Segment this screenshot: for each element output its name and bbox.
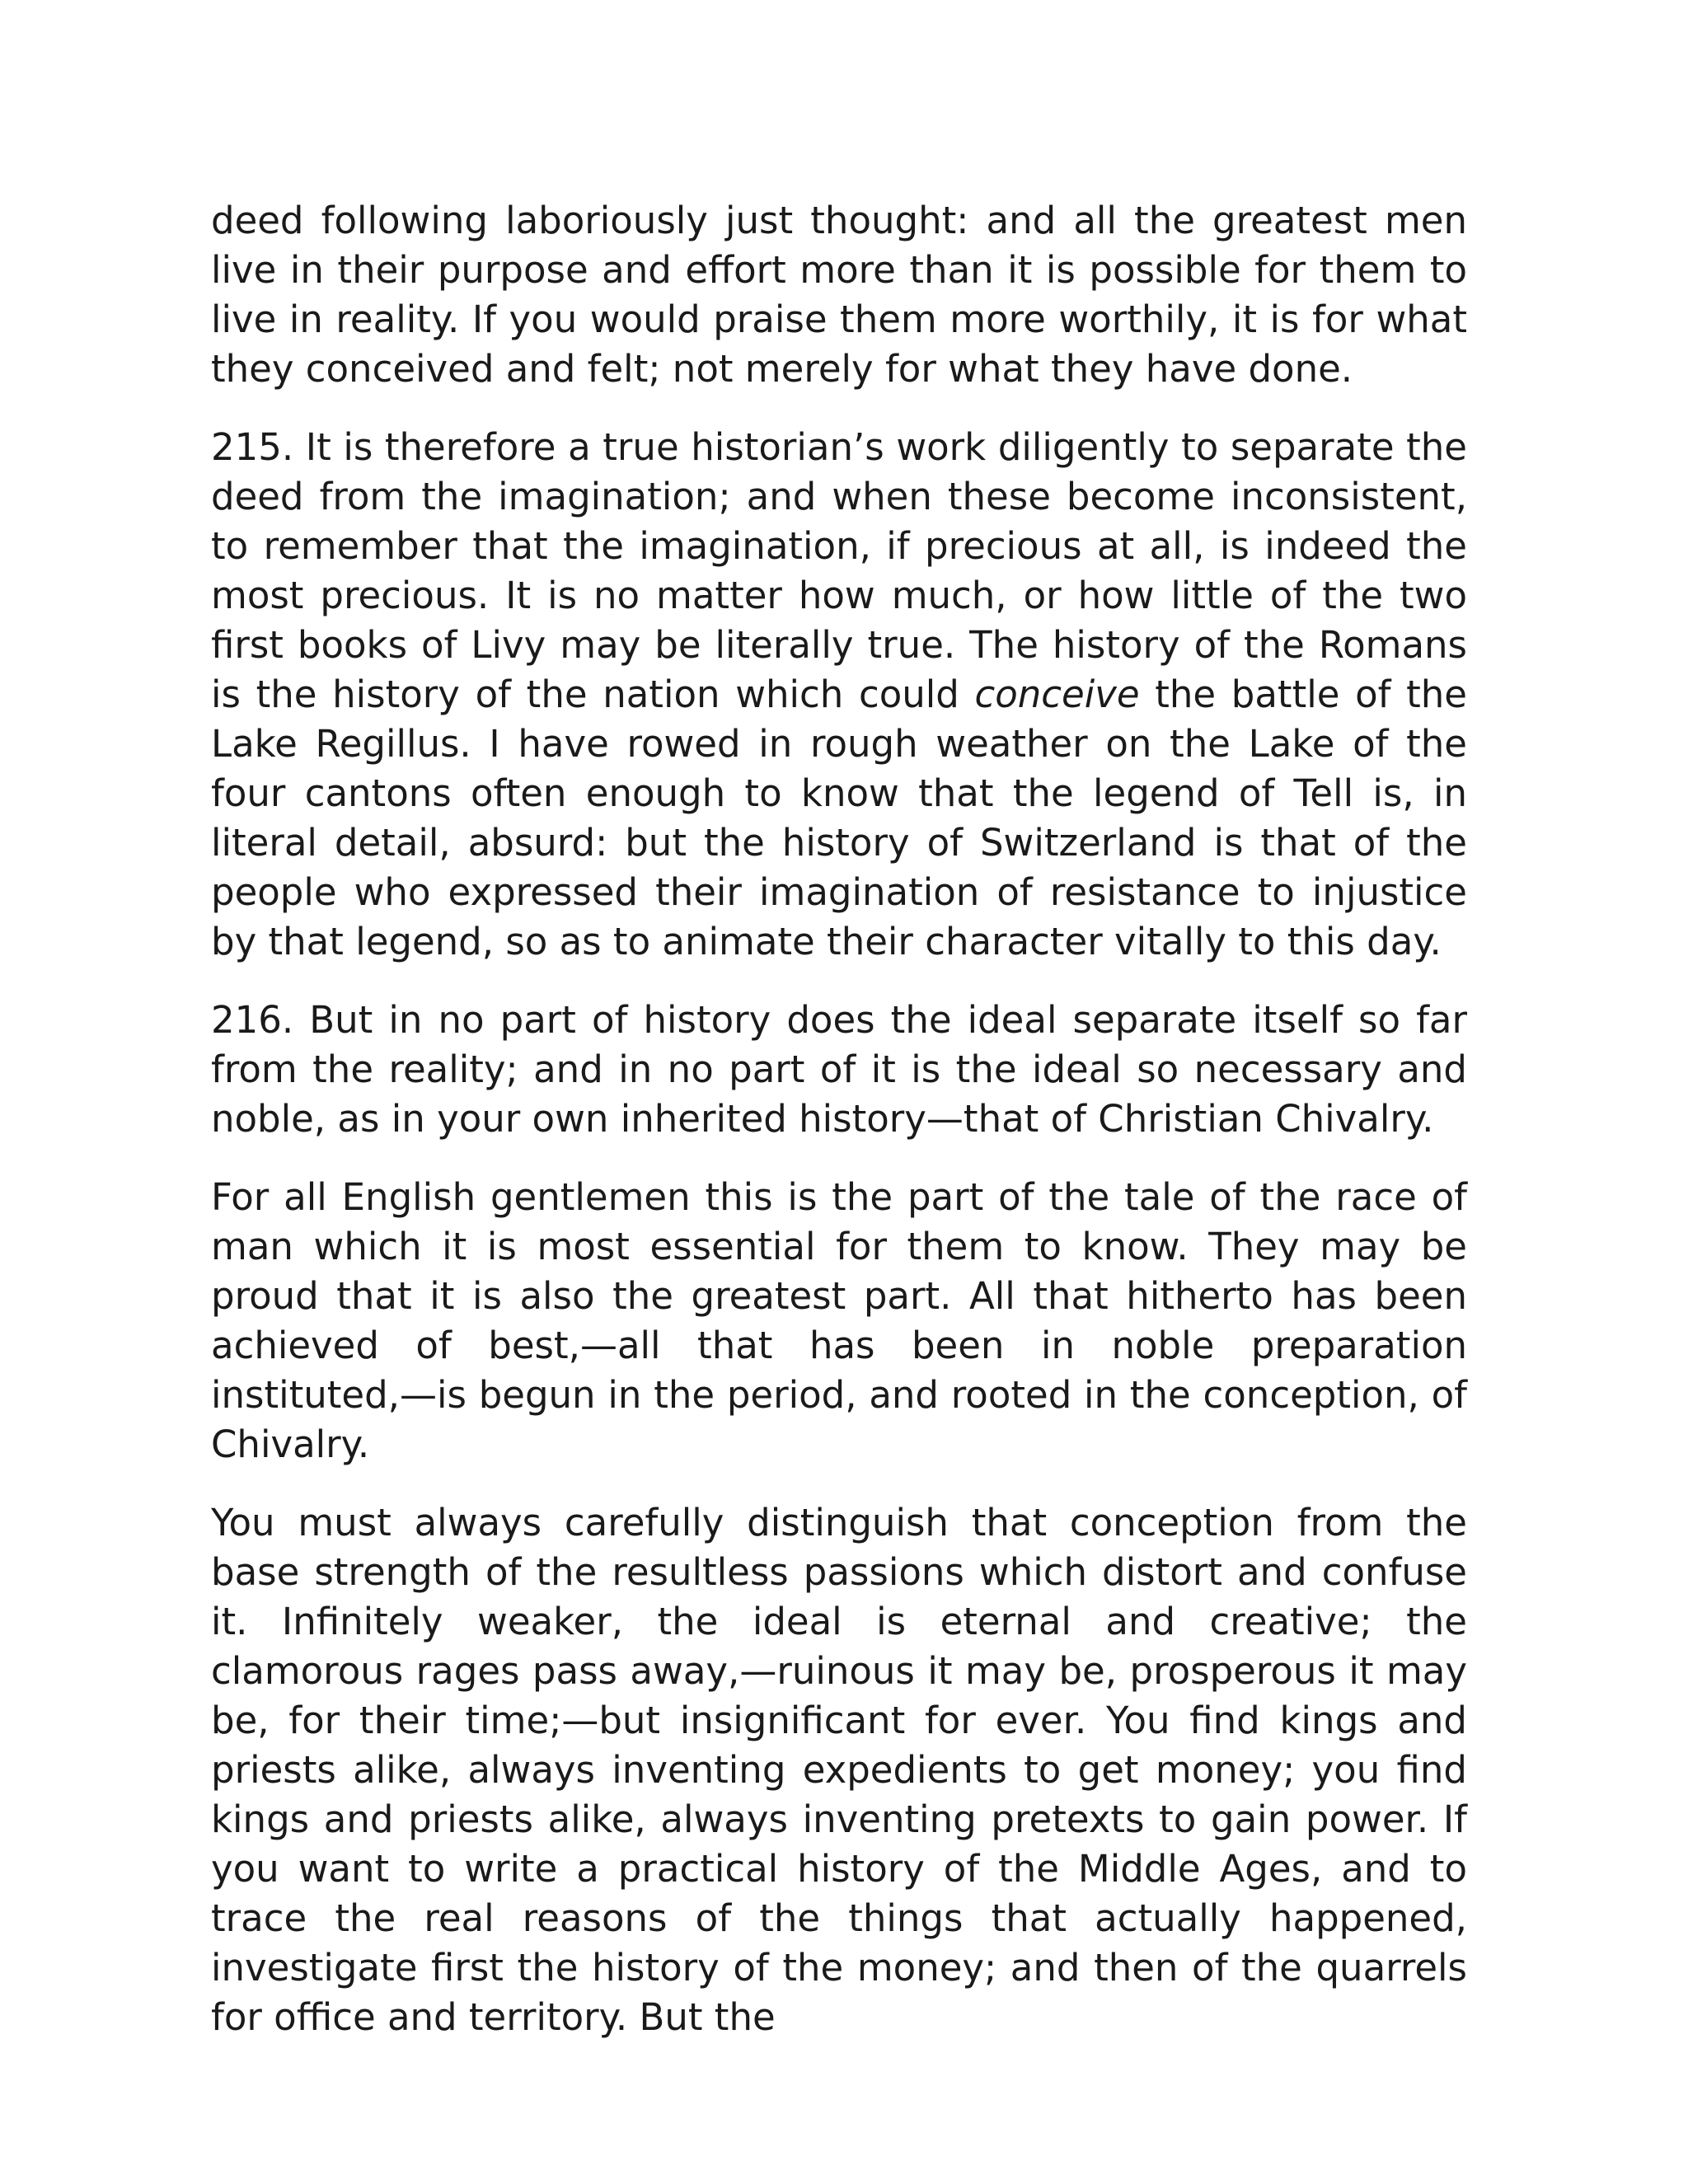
emphasis-conceive: conceive — [974, 673, 1140, 716]
paragraph-216: 216. But in no part of history does the ideal separate itself so far from the reality; and in no part of it is the ideal so necessary and noble, as in your own inherited history—that of Christian Chivalry. — [211, 998, 1467, 1141]
paragraph-english-gentlemen: For all English gentlemen this is the part of the tale of the race of man which it is most essential for them to know. They may be proud that it is also the greatest part. All that hitherto has been achieved of best,—all that has been in noble preparation instituted,—is begun in the period, and rooted in the conception, of Chivalry. — [211, 1175, 1467, 1466]
paragraph-215-text-start: 215. It is therefore a true historian’s work diligently to separate the deed from the imagination; and when these become inconsistent, to remember that the imagination, if precious at all, is indeed the most precious. It is no matter how much, or how little of the two first books of Livy may be literally true. The history of the Romans is the history of the nation which could — [211, 425, 1467, 716]
paragraph-distinguish-conception: You must always carefully distinguish that conception from the base strength of the resultless passions which distort and confuse it. Infinitely weaker, the ideal is eternal and creative; the clamorous rages pass away,—ruinous it may be, prosperous it may be, for their time;—but insignificant for ever. You find kings and priests alike, always inventing expedients to get money; you find kings and priests alike, always inventing pretexts to gain power. If you want to write a practical history of the Middle Ages, and to trace the real reasons of the things that actually happened, investigate first the history of the money; and then of the quarrels for office and territory. But the — [211, 1501, 1467, 2039]
paragraph-1: deed following laboriously just thought: and all the greatest men live in their purpose and effort more than it is possible for them to live in reality. If you would praise them more worthily, it is for what they conceived and felt; not merely for what they have done. — [211, 199, 1467, 391]
document-page — [211, 196, 1467, 2071]
paragraph-215-text-end: the battle of the Lake Regillus. I have rowed in rough weather on the Lake of the four cantons often enough to know that the legend of Tell is, in literal detail, absurd: but the history of Switzerland is that of the people who expressed their imagination of resistance to injustice by that legend, so as to animate their character vitally to this day. — [211, 673, 1467, 963]
paragraph-215 — [211, 423, 1467, 967]
